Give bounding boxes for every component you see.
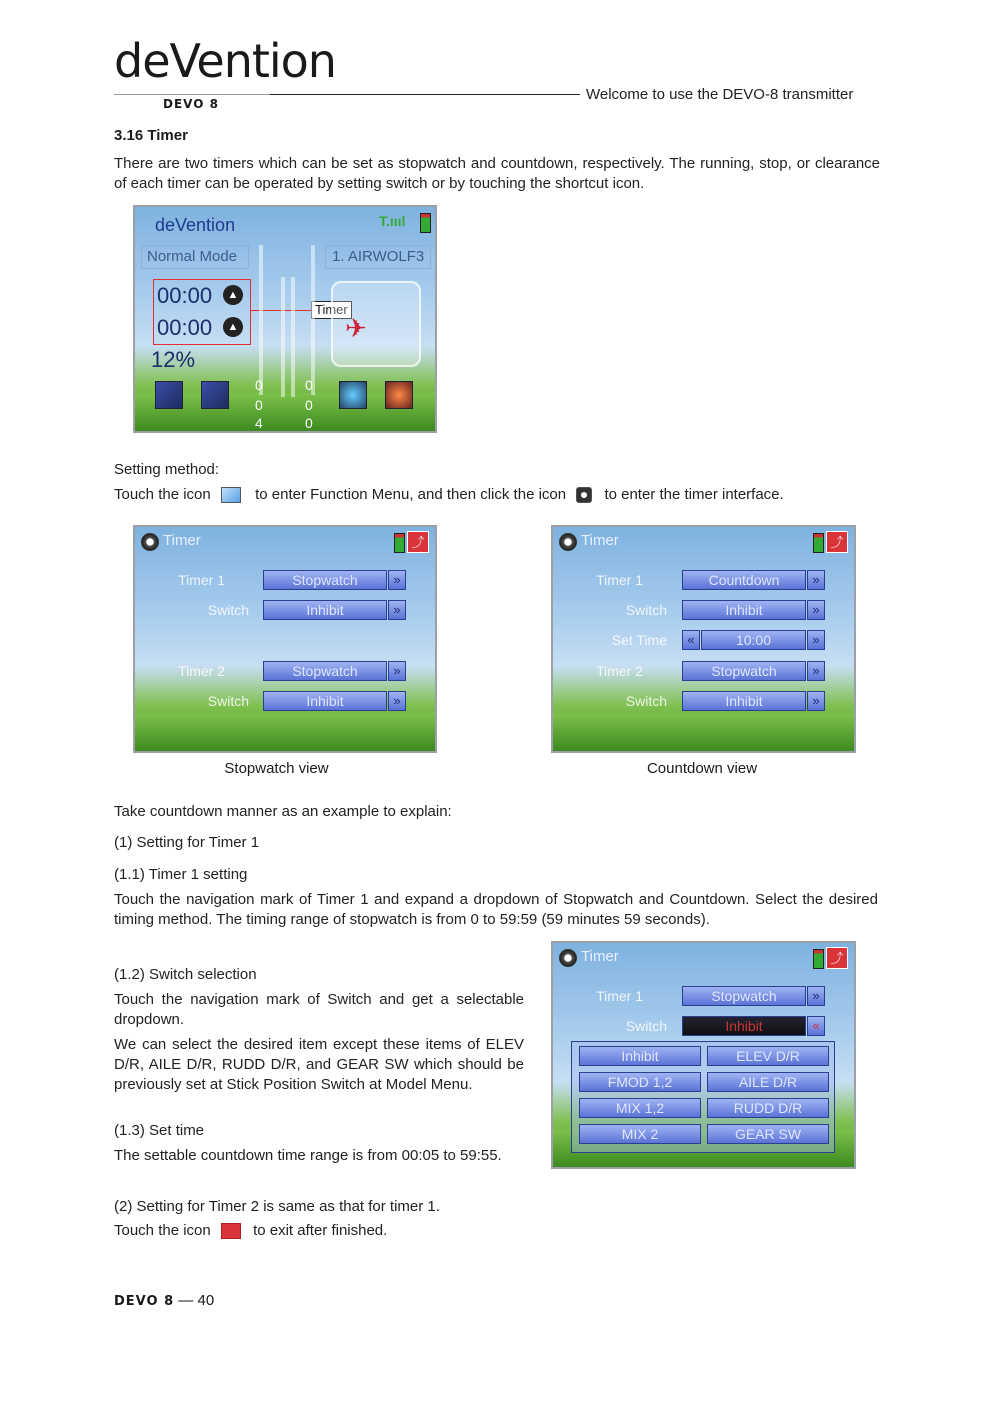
trim-icon-2[interactable] (201, 381, 229, 409)
switch1-button[interactable]: Inhibit (682, 600, 806, 620)
switch2-button[interactable]: Inhibit (682, 691, 806, 711)
timer2-display[interactable]: 00:00 (157, 315, 213, 340)
brand-logo-sub: DEVO 8 (163, 97, 219, 111)
clock-icon (559, 949, 577, 967)
timer-callout: Timer (311, 301, 352, 319)
page-footer (114, 1292, 214, 1309)
grass-decor (135, 713, 435, 751)
footer-model: DEVO 8 (114, 1294, 175, 1309)
touch-instruction (114, 485, 784, 505)
option-mix-2[interactable]: MIX 2 (579, 1124, 701, 1144)
value-1: 0 (255, 377, 263, 393)
exit-text-b: to exit after finished. (253, 1222, 388, 1239)
battery-icon (813, 949, 824, 969)
switch1-button[interactable]: Inhibit (263, 600, 387, 620)
header-tagline: Welcome to use the DEVO-8 transmitter (586, 86, 854, 103)
clock-icon (141, 533, 159, 551)
value-5: 4 (255, 415, 263, 431)
trim-bar-left-1 (259, 245, 263, 395)
timer1-mode-button[interactable]: Countdown (682, 570, 806, 590)
exit-icon[interactable]: ⤴ (826, 947, 848, 969)
timer2-label: Timer 2 (596, 663, 643, 679)
exit-icon[interactable]: ⤴ (407, 531, 429, 553)
switch-collapse-icon[interactable]: « (807, 1016, 825, 1036)
step-1-2-text1: Touch the navigation mark of Switch and get a selectable dropdown. (114, 991, 524, 1028)
touch-text-b: to enter Function Menu, and then click the icon (255, 486, 567, 503)
timer1-label: Timer 1 (178, 572, 225, 588)
switch-label: Switch (625, 1018, 667, 1034)
grass-decor (553, 713, 854, 751)
screen-title-bar (557, 947, 850, 971)
exit-text-a: Touch the icon (114, 1222, 211, 1239)
signal-icon: T.ıııl (379, 213, 406, 229)
model-name[interactable]: 1. AIRWOLF3 (325, 245, 431, 269)
value-4: 0 (305, 397, 313, 413)
stopwatch-caption: Stopwatch view (224, 760, 329, 777)
step-1-2-text2: We can select the desired item except these items of ELEV D/R, AILE D/R, RUDD D/R, and GEAR SW which should be previously set at Stick Position Switch at Model Menu. (114, 1036, 524, 1093)
timer1-label: Timer 1 (596, 572, 643, 588)
screen-title-bar (557, 531, 850, 555)
switch-button-active[interactable]: Inhibit (682, 1016, 806, 1036)
timer1-label: Timer 1 (596, 988, 643, 1004)
screen-brand: deVention (155, 215, 236, 235)
model-menu-icon[interactable] (385, 381, 413, 409)
touch-text-a: Touch the icon (114, 486, 211, 503)
timer2-mode-button[interactable]: Stopwatch (263, 661, 387, 681)
timer1-nav-icon[interactable]: » (807, 986, 825, 1006)
step-1-3-text: The settable countdown time range is from 00:05 to 59:55. (114, 1147, 502, 1164)
brand-logo: deVention (114, 34, 336, 88)
timer1-display[interactable]: 00:00 (157, 283, 213, 308)
exit-inline-icon (221, 1223, 241, 1239)
function-menu-inline-icon (221, 487, 241, 503)
clock-icon (559, 533, 577, 551)
step-1-1: (1.1) Timer 1 setting (114, 866, 248, 883)
step-1-3: (1.3) Set time (114, 1122, 205, 1139)
settime-decrease-icon[interactable]: « (682, 630, 700, 650)
option-gear-sw[interactable]: GEAR SW (707, 1124, 829, 1144)
battery-icon (394, 533, 405, 553)
settime-value[interactable]: 10:00 (701, 630, 806, 650)
screen-title: Timer (581, 532, 619, 549)
switch1-label: Switch (207, 602, 249, 618)
value-2: 0 (305, 377, 313, 393)
battery-icon (420, 213, 431, 233)
timer-inline-icon (576, 487, 592, 503)
timer1-mode-button[interactable]: Stopwatch (682, 986, 806, 1006)
settime-label: Set Time (611, 632, 667, 648)
screen-title: Timer (163, 532, 201, 549)
switch2-nav-icon[interactable]: » (807, 691, 825, 711)
header-rule (270, 94, 580, 95)
switch2-label: Switch (625, 693, 667, 709)
screen-title-bar (139, 531, 431, 555)
step-1-1-text: Touch the navigation mark of Timer 1 and expand a dropdown of Stopwatch and Countdown. Select the desired timing method. The timing range of stopwatch is from 0 to 59:59 (59 minutes 59 seconds). (114, 891, 878, 928)
switch2-button[interactable]: Inhibit (263, 691, 387, 711)
option-mix-12[interactable]: MIX 1,2 (579, 1098, 701, 1118)
switch2-label: Switch (207, 693, 249, 709)
timer2-nav-icon[interactable]: » (807, 661, 825, 681)
timer1-nav-icon[interactable]: » (807, 570, 825, 590)
switch1-label: Switch (625, 602, 667, 618)
timer2-label: Timer 2 (178, 663, 225, 679)
example-paragraph: Take countdown manner as an example to explain: (114, 803, 452, 820)
switch1-nav-icon[interactable]: » (807, 600, 825, 620)
switch-dropdown-screen (551, 941, 856, 1169)
screen-title: Timer (581, 948, 619, 965)
switch2-nav-icon[interactable]: » (388, 691, 406, 711)
switch1-nav-icon[interactable]: » (388, 600, 406, 620)
touch-text-c: to enter the timer interface. (604, 486, 784, 503)
helicopter-icon: ✈ (345, 313, 367, 343)
settime-increase-icon[interactable]: » (807, 630, 825, 650)
intro-paragraph: There are two timers which can be set as stopwatch and countdown, respectively. The running, stop, or clearance of each timer can be operated by setting switch or by touching the shortcut icon. (114, 155, 880, 192)
footer-page-number: — 40 (178, 1292, 215, 1309)
exit-instruction (114, 1221, 387, 1241)
mode-label[interactable]: Normal Mode (141, 245, 249, 269)
option-rudd-dr[interactable]: RUDD D/R (707, 1098, 829, 1118)
timer2-mode-button[interactable]: Stopwatch (682, 661, 806, 681)
timer2-toggle-icon[interactable]: ▲ (223, 317, 243, 337)
trim-bar-right-2 (311, 245, 315, 395)
trim-bar-left-2 (281, 277, 285, 397)
value-3: 0 (255, 397, 263, 413)
trim-icon-1[interactable] (155, 381, 183, 409)
main-screen (133, 205, 437, 433)
stopwatch-screen (133, 525, 437, 753)
option-fmod[interactable]: FMOD 1,2 (579, 1072, 701, 1092)
exit-icon[interactable]: ⤴ (826, 531, 848, 553)
step-1-2: (1.2) Switch selection (114, 966, 257, 983)
timer1-mode-button[interactable]: Stopwatch (263, 570, 387, 590)
countdown-screen (551, 525, 856, 753)
value-6: 0 (305, 415, 313, 431)
option-aile-dr[interactable]: AILE D/R (707, 1072, 829, 1092)
throttle-percent: 12% (151, 347, 196, 372)
countdown-caption: Countdown view (646, 760, 758, 777)
timer1-toggle-icon[interactable]: ▲ (223, 285, 243, 305)
battery-icon (813, 533, 824, 553)
section-title: 3.16 Timer (114, 127, 188, 144)
step-1: (1) Setting for Timer 1 (114, 834, 260, 851)
timer2-nav-icon[interactable]: » (388, 661, 406, 681)
setting-method-label: Setting method: (114, 461, 220, 478)
timer1-nav-icon[interactable]: » (388, 570, 406, 590)
header-rule-left (114, 94, 274, 95)
step-2: (2) Setting for Timer 2 is same as that for timer 1. (114, 1198, 440, 1215)
trim-bar-right-1 (291, 277, 295, 397)
function-menu-icon[interactable] (339, 381, 367, 409)
option-elev-dr[interactable]: ELEV D/R (707, 1046, 829, 1066)
option-inhibit[interactable]: Inhibit (579, 1046, 701, 1066)
